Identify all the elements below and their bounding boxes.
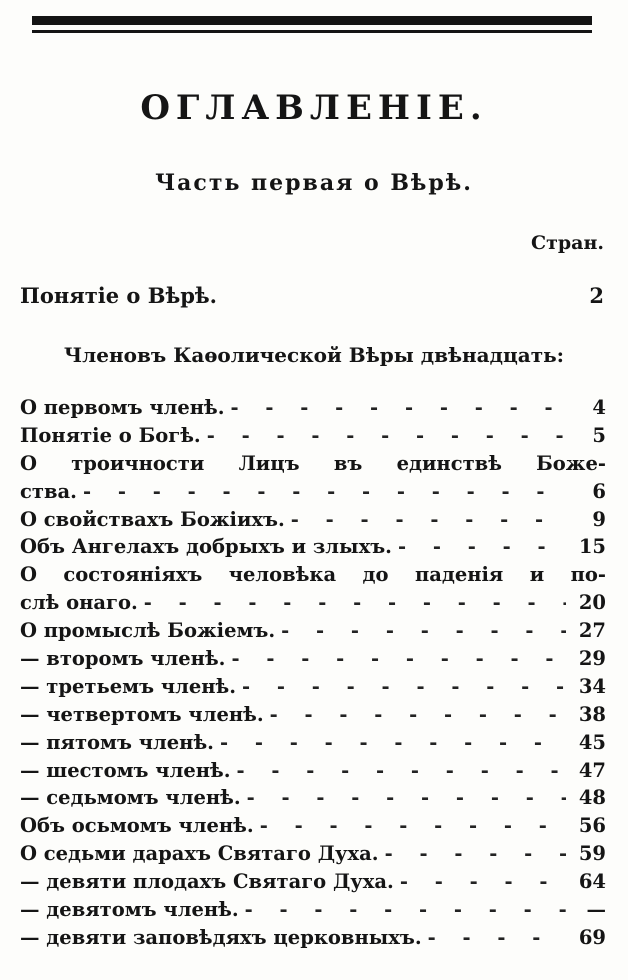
toc-entry xyxy=(20,812,606,840)
toc-entry xyxy=(20,645,606,673)
toc-entry-label: — девятомъ членѣ. xyxy=(20,898,239,922)
dot-leader xyxy=(428,924,566,952)
toc-entry-label: О промыслѣ Божіемъ. xyxy=(20,619,276,643)
toc-entry-page: 48 xyxy=(578,786,606,810)
toc-entry-page: 38 xyxy=(578,702,606,726)
dot-leader xyxy=(231,645,566,673)
table-of-contents xyxy=(20,394,606,952)
dot-leader xyxy=(242,673,566,701)
section-heading: Членовъ Каѳолической Вѣры двѣнадцать: xyxy=(63,343,565,367)
toc-entry-label: — девяти плодахъ Святаго Духа. xyxy=(20,870,394,894)
dot-leader xyxy=(291,506,566,534)
toc-entry xyxy=(20,478,606,506)
toc-entry-page: 5 xyxy=(592,423,606,447)
toc-entry xyxy=(20,924,606,952)
toc-entry-page: 27 xyxy=(578,619,606,643)
dot-leader xyxy=(385,840,566,868)
dot-leader xyxy=(270,701,566,729)
toc-entry-page: 64 xyxy=(578,870,606,894)
toc-entry-label: Объ осьмомъ членѣ. xyxy=(20,814,254,838)
toc-entry xyxy=(20,533,606,561)
toc-entry xyxy=(20,757,606,785)
toc-entry-label: — пятомъ членѣ. xyxy=(20,730,214,754)
toc-entry-page: 56 xyxy=(578,814,606,838)
pages-column-label: Стран. xyxy=(530,232,604,254)
toc-entry-page: 69 xyxy=(578,925,606,949)
toc-entry-page: 29 xyxy=(578,647,606,671)
toc-entry xyxy=(20,840,606,868)
toc-entry xyxy=(20,422,606,450)
dot-leader xyxy=(231,394,566,422)
toc-entry-label: Объ Ангелахъ добрыхъ и злыхъ. xyxy=(20,535,392,559)
top-rule-thick xyxy=(32,16,592,25)
toc-entry-label: ства. xyxy=(20,479,77,503)
dot-leader xyxy=(400,868,566,896)
toc-entry xyxy=(20,561,606,589)
toc-entry xyxy=(20,394,606,422)
toc-entry-label: — шестомъ членѣ. xyxy=(20,758,231,782)
toc-entry xyxy=(20,589,606,617)
toc-entry xyxy=(20,896,606,924)
dot-leader xyxy=(237,757,566,785)
toc-entry-label: — второмъ членѣ. xyxy=(20,647,226,671)
toc-entry-label: — четвертомъ членѣ. xyxy=(20,702,264,726)
toc-entry-label: О свойствахъ Божіихъ. xyxy=(20,507,285,531)
dot-leader xyxy=(220,729,566,757)
dot-leader xyxy=(144,589,566,617)
toc-entry-page: 20 xyxy=(578,591,606,615)
toc-entry-label: — третьемъ членѣ. xyxy=(20,674,237,698)
dot-leader xyxy=(398,533,566,561)
toc-entry-page: 34 xyxy=(578,674,606,698)
toc-entry-label: О троичности Лицъ въ единствѣ Боже- xyxy=(20,451,606,475)
dot-leader xyxy=(83,478,566,506)
toc-entry-page: 6 xyxy=(592,479,606,503)
toc-entry xyxy=(20,784,606,812)
intro-label: Понятіе о Вѣрѣ. xyxy=(20,283,217,308)
toc-entry-page: 9 xyxy=(592,507,606,531)
toc-entry-page: 4 xyxy=(592,396,606,419)
toc-entry-page: — xyxy=(586,898,606,922)
toc-entry xyxy=(20,450,606,478)
intro-entry xyxy=(20,283,604,308)
dot-leader xyxy=(281,617,566,645)
toc-entry-label: О седьми дарахъ Святаго Духа. xyxy=(20,842,379,866)
toc-entry-label: слѣ онаго. xyxy=(20,591,138,615)
toc-entry xyxy=(20,673,606,701)
toc-entry-label: О первомъ членѣ. xyxy=(20,396,225,419)
toc-entry xyxy=(20,729,606,757)
toc-entry-page: 59 xyxy=(578,842,606,866)
toc-entry-label: О состояніяхъ человѣка до паденія и по- xyxy=(20,563,606,587)
intro-page: 2 xyxy=(589,283,604,308)
toc-entry xyxy=(20,617,606,645)
toc-entry-label: Понятіе о Богѣ. xyxy=(20,423,201,447)
page-title: ОГЛАВЛЕНІЕ. xyxy=(140,88,488,128)
toc-entry-page: 45 xyxy=(578,730,606,754)
toc-entry-label: — седьмомъ членѣ. xyxy=(20,786,241,810)
toc-entry-page: 15 xyxy=(578,535,606,559)
toc-entry-page: 47 xyxy=(578,758,606,782)
dot-leader xyxy=(245,896,566,924)
dot-leader xyxy=(247,784,566,812)
dot-leader xyxy=(207,422,566,450)
dot-leader xyxy=(260,812,566,840)
top-rule-thin xyxy=(32,30,592,33)
toc-entry xyxy=(20,701,606,729)
toc-entry-label: — девяти заповѣдяхъ церковныхъ. xyxy=(20,925,422,949)
toc-entry xyxy=(20,506,606,534)
toc-entry xyxy=(20,868,606,896)
part-title: Часть первая о Вѣрѣ. xyxy=(155,170,473,196)
